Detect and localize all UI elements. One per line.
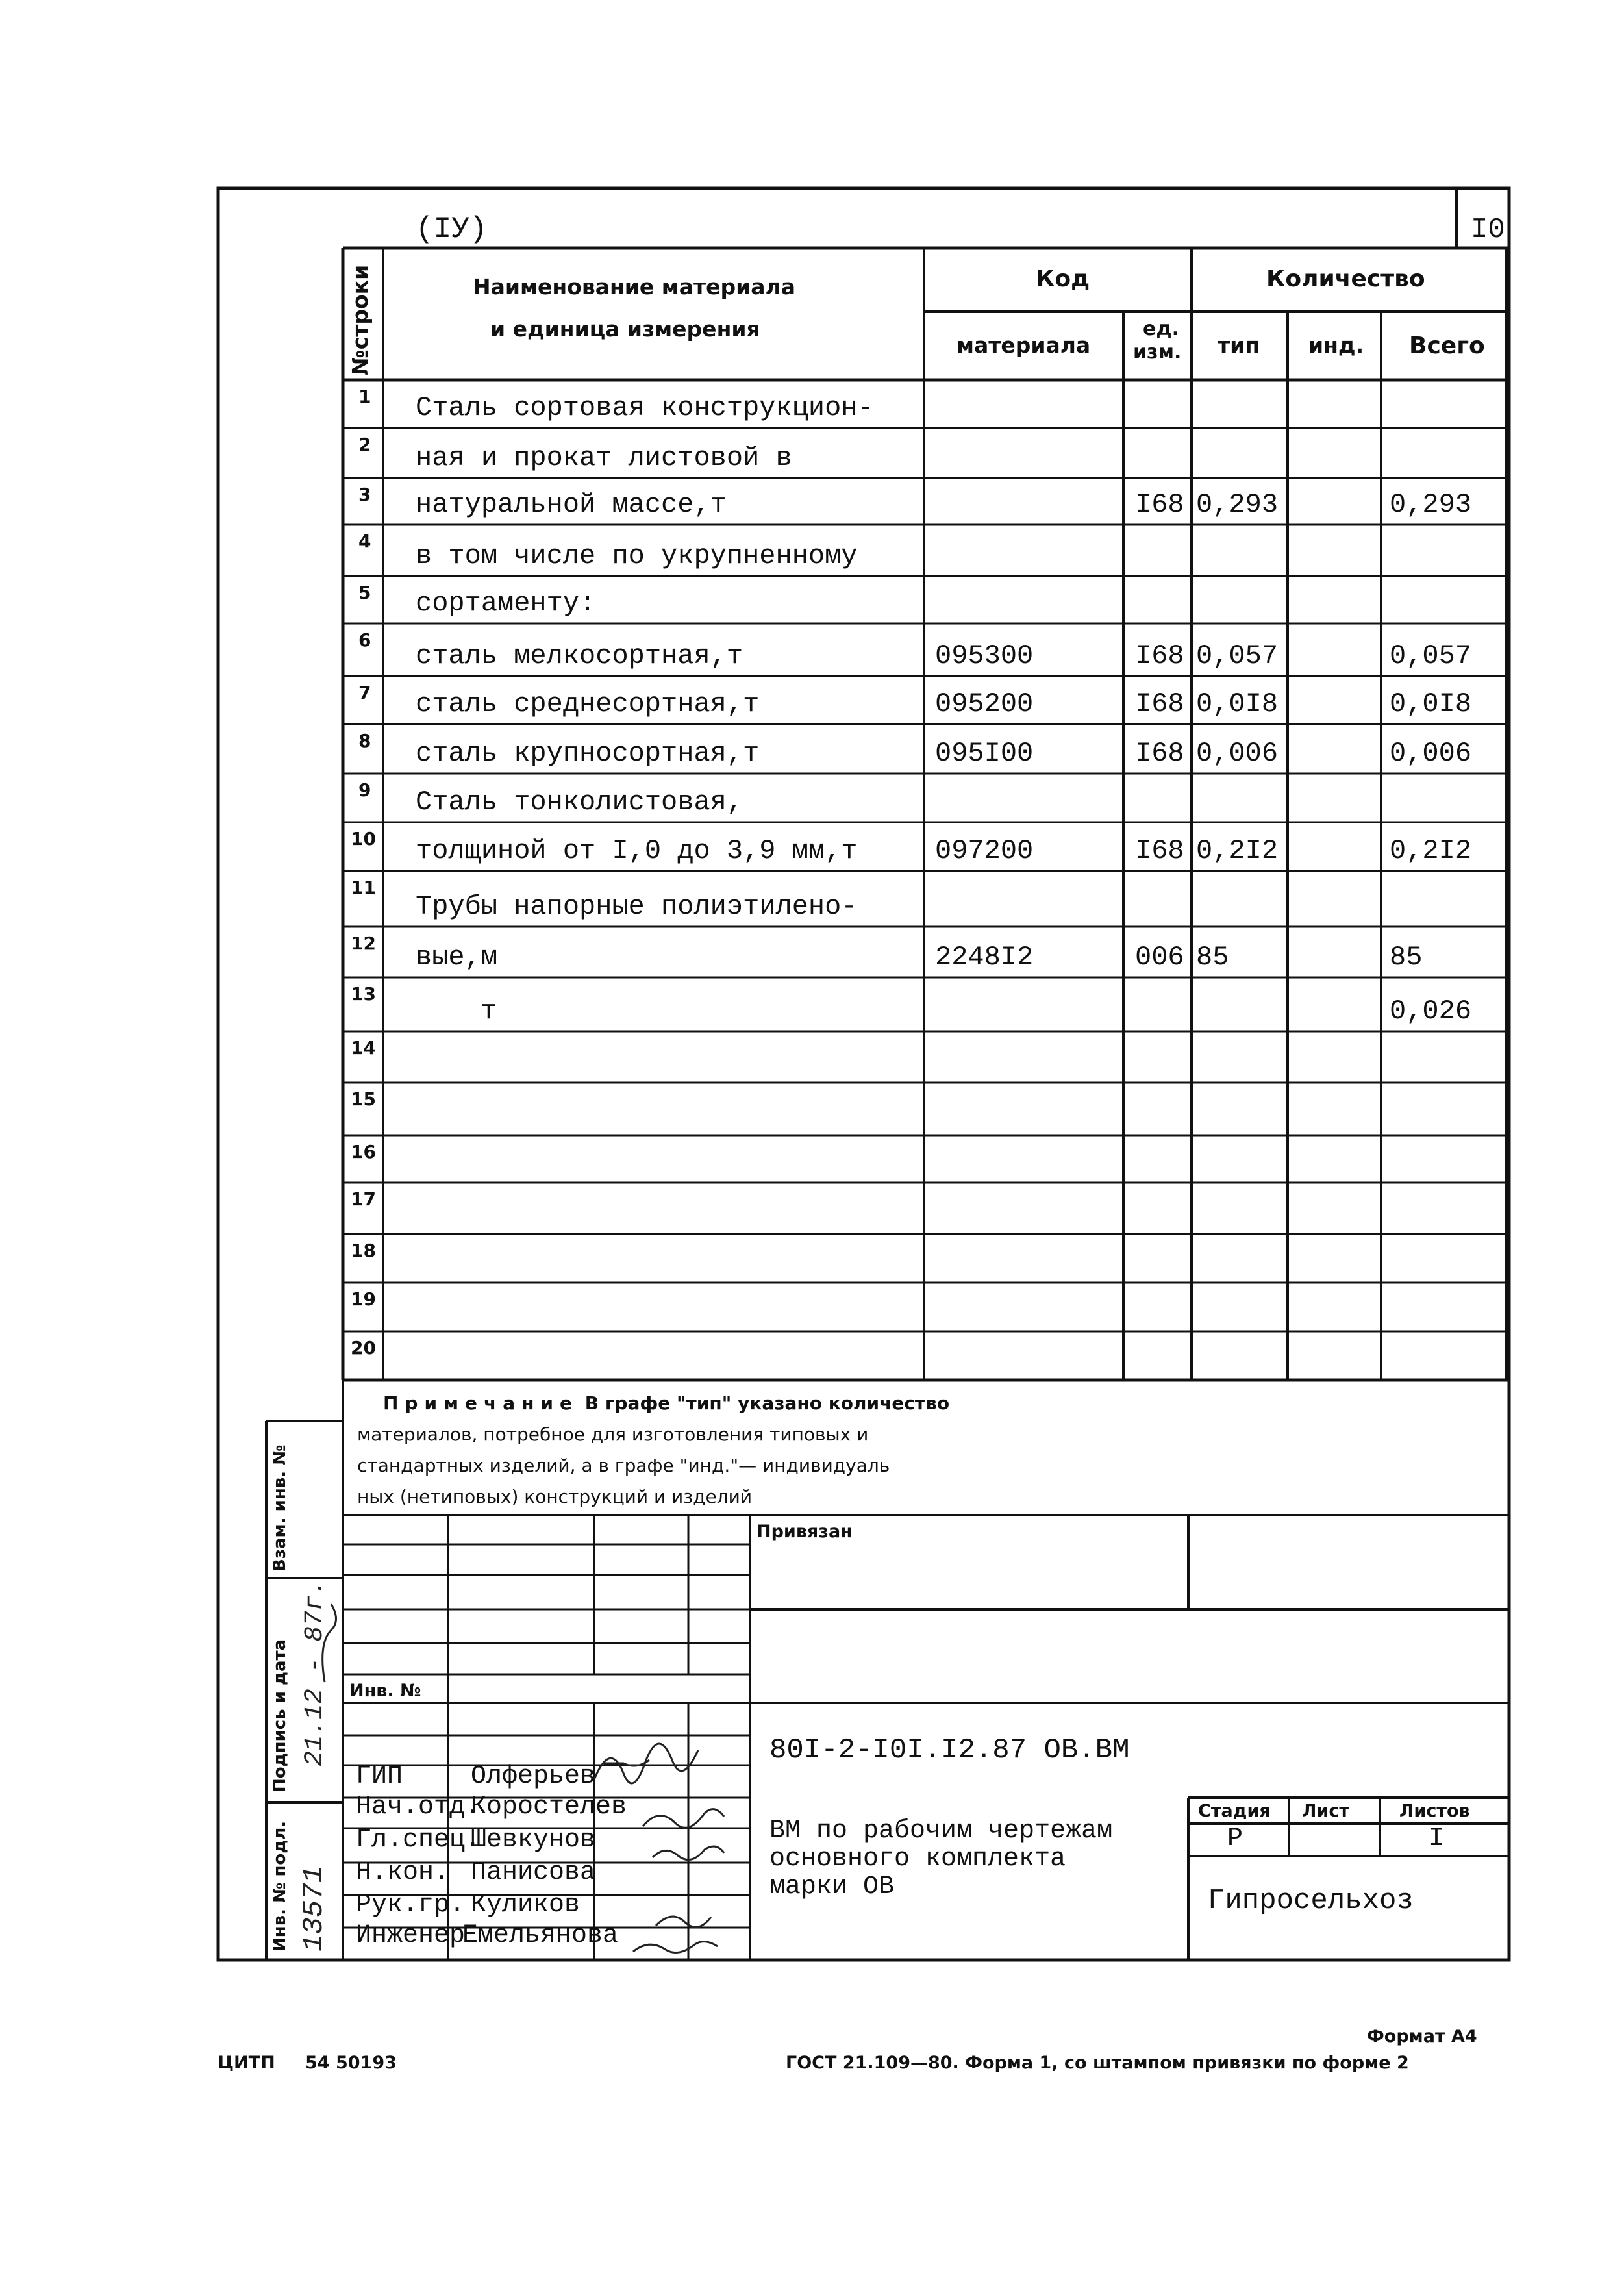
stage-value: Р xyxy=(1227,1824,1243,1854)
cell-total: 0,293 xyxy=(1390,489,1472,520)
row-number: 4 xyxy=(358,531,371,552)
note-label: Примечание xyxy=(383,1392,579,1414)
organization: Гипросельхоз xyxy=(1208,1885,1414,1917)
section-label: (IУ) xyxy=(416,212,488,246)
cell-code: 095200 xyxy=(935,688,1034,720)
sheets-header: Листов xyxy=(1399,1801,1470,1821)
signature-role: Нач.отд. xyxy=(356,1792,481,1822)
signature-name: Панисова xyxy=(471,1858,596,1887)
total-header: Всего xyxy=(1409,333,1485,359)
podpis-data-label: Подпись и дата xyxy=(270,1639,290,1792)
stage-header: Стадия xyxy=(1198,1801,1271,1821)
note-line4: ных (нетиповых) конструкций и изделий xyxy=(357,1486,753,1507)
name-header-line1: Наименование материала xyxy=(473,274,795,299)
row-number: 10 xyxy=(351,828,376,849)
title-line1: ВМ по рабочим чертежам xyxy=(769,1817,1113,1846)
row-num-header: №строки xyxy=(347,264,373,375)
cell-type: 0,057 xyxy=(1196,640,1279,672)
handwritten-date: 21.12 - 87г. xyxy=(301,1579,330,1766)
cell-type: 85 xyxy=(1196,942,1229,973)
cell-name: сортаменту: xyxy=(416,588,596,619)
cell-name: натуральной массе,т xyxy=(416,489,727,520)
type-header: тип xyxy=(1218,333,1260,358)
row-number: 18 xyxy=(351,1240,376,1261)
cell-type: 0,293 xyxy=(1196,489,1279,520)
cell-unit: I68 xyxy=(1135,489,1184,520)
cell-name: Трубы напорные полиэтилено- xyxy=(416,891,858,922)
material-header: материала xyxy=(956,333,1091,358)
unit-header-line1: ед. xyxy=(1143,318,1179,340)
inv-podl-label: Инв. № подл. xyxy=(270,1820,290,1952)
cell-name: толщиной от I,0 до 3,9 мм,т xyxy=(416,835,858,866)
cell-unit: 006 xyxy=(1135,942,1184,973)
row-number: 6 xyxy=(358,629,371,651)
handwritten-inv-number: 13571 xyxy=(298,1865,331,1952)
code-header: Код xyxy=(1036,266,1090,292)
cell-code: 095I00 xyxy=(935,738,1034,769)
cell-total: 0,057 xyxy=(1390,640,1472,672)
ind-header: инд. xyxy=(1308,333,1364,358)
row-number: 20 xyxy=(351,1337,376,1359)
row-number: 12 xyxy=(351,933,376,954)
cell-name: т xyxy=(481,996,497,1027)
note-line1 xyxy=(383,1394,949,1413)
note-line2: материалов, потребное для изготовления типовых и xyxy=(357,1424,869,1445)
cell-name: ная и прокат листовой в xyxy=(416,442,792,473)
privyazan-label: Привязан xyxy=(756,1522,853,1542)
signature-name: Шевкунов xyxy=(471,1826,596,1855)
signature-name: Олферьев xyxy=(471,1762,596,1791)
sheet-header: Лист xyxy=(1302,1801,1349,1821)
unit-header-line2: изм. xyxy=(1133,341,1182,364)
row-number: 11 xyxy=(351,877,376,898)
cell-unit: I68 xyxy=(1135,688,1184,720)
cell-name: Сталь сортовая конструкцион- xyxy=(416,392,874,423)
signature-name: Коростелев xyxy=(471,1792,627,1822)
title-line3: марки ОВ xyxy=(769,1872,895,1902)
cell-code: 097200 xyxy=(935,835,1034,866)
row-number: 1 xyxy=(358,386,371,407)
cell-name: вые,м xyxy=(416,942,498,973)
row-number: 16 xyxy=(351,1141,376,1163)
cell-name: сталь мелкосортная,т xyxy=(416,640,743,672)
row-number: 9 xyxy=(358,779,371,801)
title-line2: основного комплекта xyxy=(769,1844,1066,1874)
row-number: 7 xyxy=(358,682,371,703)
inv-no-label: Инв. № xyxy=(349,1681,421,1701)
cell-type: 0,2I2 xyxy=(1196,835,1279,866)
row-number: 5 xyxy=(358,582,371,603)
doc-code: 80I-2-I0I.I2.87 ОВ.ВМ xyxy=(769,1734,1130,1766)
page-number: I0 xyxy=(1471,214,1505,246)
row-number: 17 xyxy=(351,1188,376,1210)
cell-total: 85 xyxy=(1390,942,1423,973)
signature-role: Рук.гр. xyxy=(356,1891,466,1920)
row-number: 8 xyxy=(358,730,371,751)
note-line3: стандартных изделий, а в графе "инд."— индивидуаль xyxy=(357,1455,890,1476)
signature-role: Н.кон. xyxy=(356,1858,450,1887)
signature-role: Гл.спец. xyxy=(356,1826,481,1855)
format-label: Формат А4 xyxy=(1367,2026,1477,2046)
row-number: 19 xyxy=(351,1289,376,1310)
row-number: 3 xyxy=(358,484,371,505)
note-text-1: В графе "тип" указано количество xyxy=(584,1392,950,1414)
sheets-value: I xyxy=(1429,1824,1445,1854)
row-number: 15 xyxy=(351,1088,376,1110)
cell-unit: I68 xyxy=(1135,640,1184,672)
cell-type: 0,006 xyxy=(1196,738,1279,769)
cell-total: 0,0I8 xyxy=(1390,688,1472,720)
qty-header: Количество xyxy=(1266,266,1425,292)
cell-total: 0,2I2 xyxy=(1390,835,1472,866)
signature-role: ГИП xyxy=(356,1762,403,1791)
cell-unit: I68 xyxy=(1135,835,1184,866)
cell-total: 0,026 xyxy=(1390,996,1472,1027)
cell-type: 0,0I8 xyxy=(1196,688,1279,720)
vzam-inv-label: Взам. инв. № xyxy=(270,1444,290,1572)
cell-name: Сталь тонколистовая, xyxy=(416,786,743,818)
cell-unit: I68 xyxy=(1135,738,1184,769)
name-header-line2: и единица измерения xyxy=(490,316,760,342)
cell-code: 2248I2 xyxy=(935,942,1034,973)
cell-name: сталь крупносортная,т xyxy=(416,738,760,769)
row-number: 14 xyxy=(351,1037,376,1059)
row-number: 13 xyxy=(351,983,376,1005)
row-number: 2 xyxy=(358,434,371,455)
signature-role: Инженер xyxy=(356,1921,466,1950)
cell-total: 0,006 xyxy=(1390,738,1472,769)
cell-name: в том числе по укрупненному xyxy=(416,540,858,572)
signature-name: Емельянова xyxy=(462,1921,619,1950)
footer-org: ЦИТП xyxy=(218,2053,275,2073)
footer-gost: ГОСТ 21.109—80. Форма 1, со штампом привязки по форме 2 xyxy=(786,2053,1409,2073)
signature-name: Куликов xyxy=(471,1891,581,1920)
cell-code: 095300 xyxy=(935,640,1034,672)
cell-name: сталь среднесортная,т xyxy=(416,688,760,720)
footer-code: 54 50193 xyxy=(305,2053,397,2073)
